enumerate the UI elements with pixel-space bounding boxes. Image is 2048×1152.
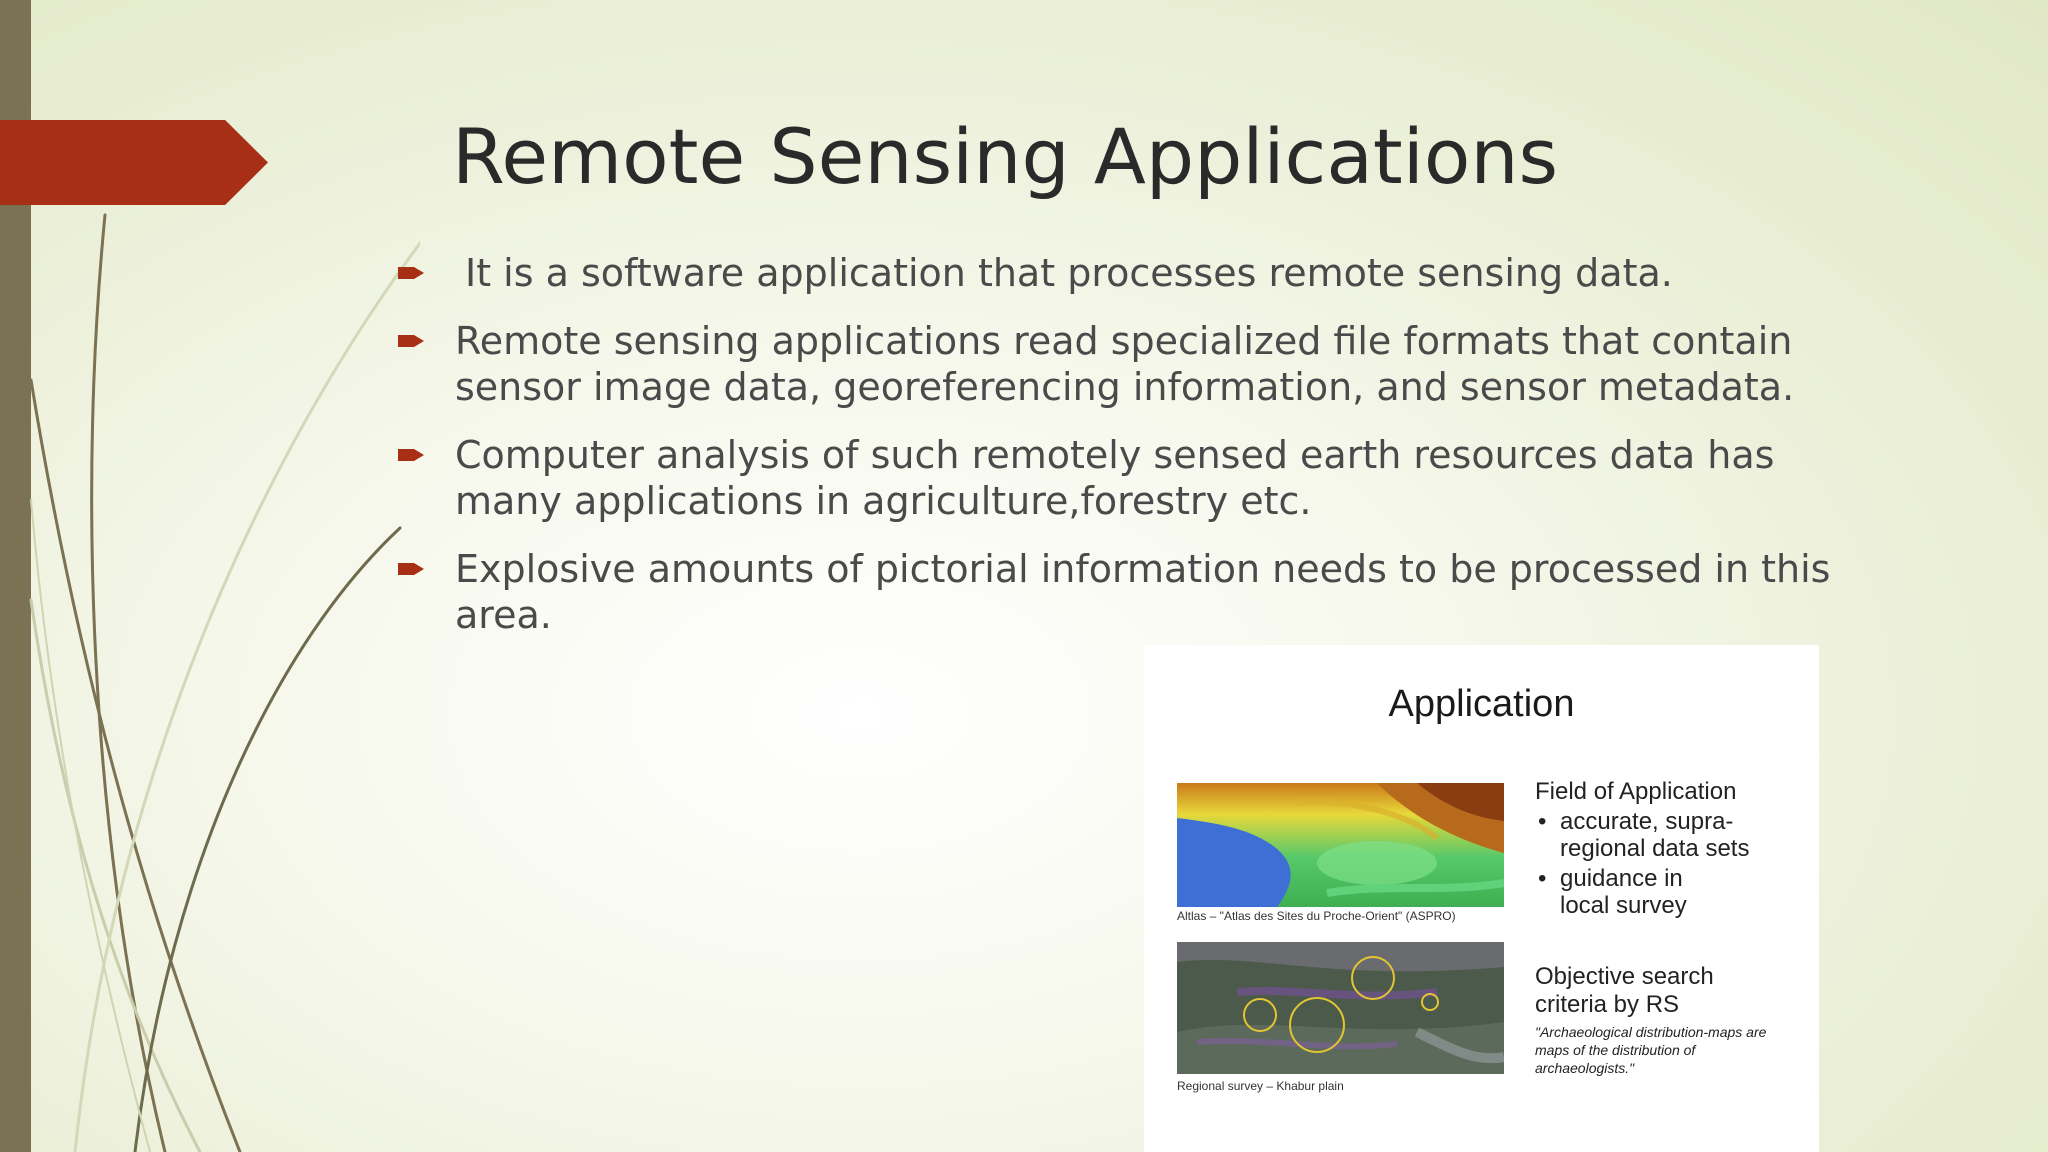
figure-caption-atlas: Altlas – "Atlas des Sites du Proche-Orient" (ASPRO) [1177,909,1456,923]
arrow-bullet-icon [398,333,424,349]
arrow-bullet-icon [398,265,424,281]
arrow-bullet-icon [398,447,424,463]
bullet-text: It is a software application that processes remote sensing data. [465,251,1673,295]
field-heading: Field of Application [1535,778,1737,805]
bullet-item [398,318,1878,410]
arrow-bullet-icon [398,561,424,577]
field-item-text: guidance in local survey [1560,865,1687,919]
application-figure [1144,645,1819,1152]
atlas-map-image [1177,783,1504,907]
khabur-survey-image [1177,942,1504,1074]
bullet-text: Computer analysis of such remotely sensed earth resources data has many applications in agriculture,forestry etc. [455,433,1775,523]
field-of-application [1535,778,1780,922]
bullet-list [398,250,1878,660]
title-arrow-banner [0,120,268,205]
objective-search [1535,963,1795,1077]
bullet-item [398,432,1878,524]
field-item [1535,865,1710,919]
figure-caption-khabur: Regional survey – Khabur plain [1177,1079,1344,1093]
bullet-item [398,250,1878,296]
field-item [1535,808,1780,862]
bullet-text: Remote sensing applications read specialized file formats that contain sensor image data, georeferencing information, and sensor metadata. [455,319,1795,409]
slide-title: Remote Sensing Applications [452,112,1559,201]
field-item-text: accurate, supra-regional data sets [1560,808,1750,862]
objective-quote: "Archaeological distribution-maps are maps of the distribution of archaeologists." [1535,1024,1767,1076]
objective-heading: Objective search criteria by RS [1535,963,1714,1018]
bullet-text: Explosive amounts of pictorial information needs to be processed in this area. [455,547,1831,637]
field-list [1535,808,1780,919]
bullet-item [398,546,1878,638]
figure-title: Application [1388,683,1575,725]
